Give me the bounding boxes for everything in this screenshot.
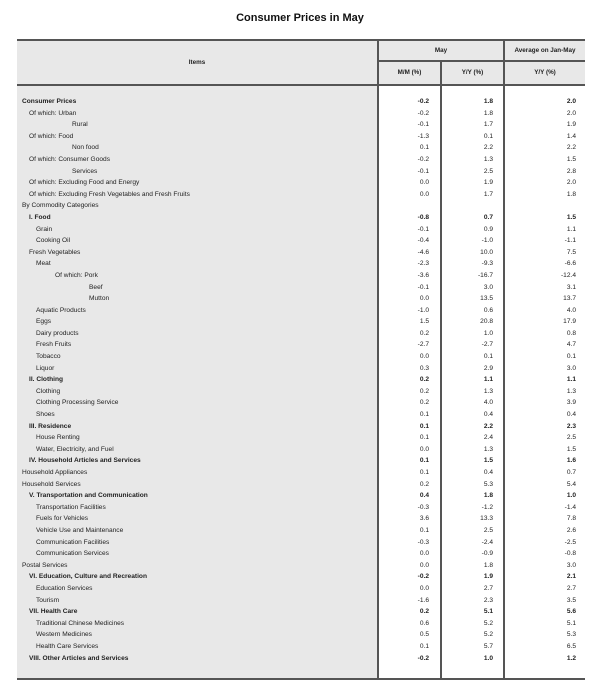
avg-yy-value: 5.1 [566,619,576,627]
column-group-header-average: Average on Jan-May [504,40,585,61]
table-row [17,235,585,247]
avg-yy-value: 5.3 [566,631,576,639]
table-row [17,467,585,479]
avg-yy-value [504,200,585,212]
avg-yy-value: 0.8 [566,329,576,337]
avg-yy-value: 2.0 [566,109,576,117]
yy-value: 5.2 [441,629,504,641]
mm-value: 0.2 [378,479,441,491]
yy-value [441,200,504,212]
avg-yy-value: 2.1 [566,573,576,581]
yy-value: 4.0 [441,397,504,409]
row-label: Education Services [17,583,378,595]
avg-yy-value: 17.9 [563,318,576,326]
avg-yy-value: 5.4 [566,480,576,488]
yy-value: 1.0 [441,653,504,665]
row-label: Beef [17,282,378,294]
yy-value: -2.7 [441,339,504,351]
table-row [17,513,585,525]
avg-yy-value: 1.6 [566,457,576,465]
table-row [17,96,585,108]
table-row [17,490,585,502]
mm-value: -2.7 [378,339,441,351]
yy-value: 0.4 [441,467,504,479]
table-row [17,455,585,467]
avg-yy-value: 1.5 [566,213,576,221]
avg-yy-value: 1.1 [566,225,576,233]
row-label: Vehicle Use and Maintenance [17,525,378,537]
table-row [17,653,585,665]
yy-value: 2.3 [441,595,504,607]
avg-yy-value: 1.8 [566,190,576,198]
yy-value: 2.2 [441,142,504,154]
table-row [17,247,585,259]
row-label: Of which: Excluding Fresh Vegetables and Fresh Fruits [17,189,378,201]
yy-value: 1.3 [441,154,504,166]
avg-yy-value: 2.2 [566,144,576,152]
yy-value: -0.9 [441,548,504,560]
mm-value: -0.2 [378,154,441,166]
avg-yy-value: 2.6 [566,526,576,534]
avg-yy-value: 3.0 [566,364,576,372]
mm-value: 0.1 [378,641,441,653]
mm-value: 3.6 [378,513,441,525]
mm-value: 0.0 [378,560,441,572]
column-group-header-may: May [378,40,504,61]
yy-value: 0.9 [441,224,504,236]
mm-value: -0.3 [378,502,441,514]
mm-value: -0.2 [378,571,441,583]
mm-value: 0.1 [378,421,441,433]
row-label: Postal Services [17,560,378,572]
mm-value: 0.0 [378,351,441,363]
table-row [17,212,585,224]
mm-value: 0.6 [378,618,441,630]
table-row [17,108,585,120]
yy-value: 2.2 [441,421,504,433]
avg-yy-value: 7.8 [566,515,576,523]
mm-value: 0.0 [378,177,441,189]
mm-value: 0.0 [378,189,441,201]
spacer-row [17,664,585,679]
row-label: Meat [17,258,378,270]
table-row [17,339,585,351]
avg-yy-value: 6.5 [566,642,576,650]
yy-value: -1.0 [441,235,504,247]
mm-value: -1.3 [378,131,441,143]
row-label: Communication Facilities [17,537,378,549]
row-label: Traditional Chinese Medicines [17,618,378,630]
yy-value: 1.1 [441,374,504,386]
column-header-mm: M/M (%) [378,61,441,85]
mm-value: 0.2 [378,328,441,340]
table-row [17,502,585,514]
avg-yy-value: 0.4 [566,411,576,419]
yy-value: 2.4 [441,432,504,444]
row-label: Rural [17,119,378,131]
avg-yy-value: 1.5 [566,155,576,163]
mm-value: -1.6 [378,595,441,607]
row-label: Of which: Urban [17,108,378,120]
mm-value: 0.0 [378,583,441,595]
table-row [17,479,585,491]
table-row [17,444,585,456]
yy-value: 1.5 [441,455,504,467]
avg-yy-value: 4.7 [566,341,576,349]
table-row [17,177,585,189]
row-label: Water, Electricity, and Fuel [17,444,378,456]
row-label: Western Medicines [17,629,378,641]
row-label: Fresh Vegetables [17,247,378,259]
row-label: I. Food [17,212,378,224]
row-label: Shoes [17,409,378,421]
yy-value: 1.3 [441,386,504,398]
avg-yy-value: 4.0 [566,306,576,314]
yy-value: 1.9 [441,177,504,189]
table-row [17,397,585,409]
avg-yy-value: 0.1 [566,353,576,361]
mm-value: 0.2 [378,397,441,409]
mm-value: -0.1 [378,282,441,294]
avg-yy-value: -1.1 [564,237,576,245]
mm-value: -0.4 [378,235,441,247]
mm-value: -0.2 [378,108,441,120]
table-row [17,328,585,340]
table-row [17,200,585,212]
column-header-items: Items [17,40,378,85]
table-row [17,432,585,444]
column-header-yy: Y/Y (%) [441,61,504,85]
avg-yy-value: 13.7 [563,295,576,303]
yy-value: 1.8 [441,560,504,572]
row-label: Non food [17,142,378,154]
mm-value: -0.8 [378,212,441,224]
table-row [17,548,585,560]
row-label: House Renting [17,432,378,444]
yy-value: 1.7 [441,189,504,201]
mm-value: 0.4 [378,490,441,502]
avg-yy-value: 1.2 [566,654,576,662]
table-row [17,131,585,143]
table-row [17,224,585,236]
table-row [17,258,585,270]
avg-yy-value: 5.6 [566,608,576,616]
row-label: VI. Education, Culture and Recreation [17,571,378,583]
mm-value: 0.3 [378,363,441,375]
table-row [17,386,585,398]
row-label: Of which: Pork [17,270,378,282]
row-label: Tourism [17,595,378,607]
avg-yy-value: 1.1 [566,376,576,384]
row-label: VII. Health Care [17,606,378,618]
row-label: Consumer Prices [17,96,378,108]
avg-yy-value: -12.4 [560,271,576,279]
row-label: VIII. Other Articles and Services [17,653,378,665]
row-label: Services [17,166,378,178]
row-label: Tobacco [17,351,378,363]
mm-value: -0.2 [378,96,441,108]
yy-value: 10.0 [441,247,504,259]
avg-yy-value: 1.0 [566,492,576,500]
row-label: Eggs [17,316,378,328]
table-row [17,189,585,201]
avg-yy-value: 1.5 [566,445,576,453]
table-row [17,571,585,583]
row-label: Grain [17,224,378,236]
mm-value: 0.0 [378,548,441,560]
row-label: Health Care Services [17,641,378,653]
table-row [17,583,585,595]
table-row [17,119,585,131]
table-row [17,641,585,653]
yy-value: -9.3 [441,258,504,270]
yy-value: 2.9 [441,363,504,375]
yy-value: 1.8 [441,96,504,108]
yy-value: 5.2 [441,618,504,630]
mm-value: -0.1 [378,119,441,131]
row-label: Mutton [17,293,378,305]
mm-value: 0.1 [378,525,441,537]
avg-yy-value: -0.8 [564,550,576,558]
yy-value: 1.7 [441,119,504,131]
row-label: IV. Household Articles and Services [17,455,378,467]
mm-value: 0.2 [378,386,441,398]
yy-value: 1.0 [441,328,504,340]
mm-value: 0.1 [378,142,441,154]
consumer-prices-table [17,39,585,680]
table-row [17,409,585,421]
yy-value: 0.4 [441,409,504,421]
table-row [17,374,585,386]
row-label: Clothing Processing Service [17,397,378,409]
yy-value: 0.1 [441,351,504,363]
row-label: Of which: Consumer Goods [17,154,378,166]
row-label: Household Services [17,479,378,491]
row-label: Fuels for Vehicles [17,513,378,525]
mm-value: 0.2 [378,606,441,618]
yy-value: 5.7 [441,641,504,653]
table-row [17,270,585,282]
table-row [17,142,585,154]
mm-value: -0.1 [378,166,441,178]
row-label: II. Clothing [17,374,378,386]
avg-yy-value: 2.8 [566,167,576,175]
avg-yy-value: 7.5 [566,248,576,256]
yy-value: 2.5 [441,525,504,537]
avg-yy-value: 3.9 [566,399,576,407]
mm-value: 1.5 [378,316,441,328]
table-row [17,525,585,537]
avg-yy-value: 0.7 [566,469,576,476]
mm-value: 0.1 [378,455,441,467]
avg-yy-value: 1.4 [566,132,576,140]
row-label: Of which: Food [17,131,378,143]
yy-value: 13.5 [441,293,504,305]
avg-yy-value: 2.3 [566,422,576,430]
avg-yy-value: -1.4 [564,503,576,511]
yy-value: 2.7 [441,583,504,595]
table-row [17,606,585,618]
spacer-row [17,85,585,96]
avg-yy-value: 3.1 [566,283,576,291]
yy-value: 1.8 [441,108,504,120]
mm-value: -3.6 [378,270,441,282]
yy-value: 0.1 [441,131,504,143]
row-label: Clothing [17,386,378,398]
yy-value: 1.9 [441,571,504,583]
mm-value: 0.0 [378,293,441,305]
mm-value: -4.6 [378,247,441,259]
table-row [17,305,585,317]
mm-value: -1.0 [378,305,441,317]
row-label: Dairy products [17,328,378,340]
mm-value: 0.1 [378,432,441,444]
mm-value: -0.3 [378,537,441,549]
mm-value: 0.1 [378,409,441,421]
row-label: III. Residence [17,421,378,433]
mm-value: 0.1 [378,467,441,479]
yy-value: 5.3 [441,479,504,491]
yy-value: 2.5 [441,166,504,178]
avg-yy-value: -2.5 [564,538,576,546]
avg-yy-value: 2.0 [566,98,576,105]
mm-value: 0.5 [378,629,441,641]
table-row [17,154,585,166]
column-header-avg-yy: Y/Y (%) [504,61,585,85]
yy-value: 3.0 [441,282,504,294]
avg-yy-value: 2.0 [566,179,576,187]
row-label: Household Appliances [17,467,378,479]
mm-value: -0.1 [378,224,441,236]
row-label: Of which: Excluding Food and Energy [17,177,378,189]
avg-yy-value: 3.5 [566,596,576,604]
mm-value [378,200,441,212]
page-title: Consumer Prices in May [236,12,364,24]
row-label: Communication Services [17,548,378,560]
mm-value: 0.2 [378,374,441,386]
avg-yy-value: 3.0 [566,561,576,569]
table-row [17,351,585,363]
table-row [17,618,585,630]
table-row [17,560,585,572]
yy-value: 0.6 [441,305,504,317]
table-row [17,293,585,305]
row-label: Liquor [17,363,378,375]
table-row [17,421,585,433]
yy-value: -1.2 [441,502,504,514]
mm-value: -0.2 [378,653,441,665]
avg-yy-value: 2.7 [566,584,576,592]
table-row [17,316,585,328]
yy-value: 1.3 [441,444,504,456]
table-row [17,363,585,375]
table-row [17,166,585,178]
table-row [17,282,585,294]
table-row [17,629,585,641]
mm-value: -2.3 [378,258,441,270]
avg-yy-value: -6.6 [564,260,576,268]
row-label: By Commodity Categories [17,200,378,212]
yy-value: 5.1 [441,606,504,618]
yy-value: 13.3 [441,513,504,525]
avg-yy-value: 1.3 [566,387,576,395]
row-label: Cooking Oil [17,235,378,247]
yy-value: -16.7 [441,270,504,282]
row-label: Aquatic Products [17,305,378,317]
yy-value: 0.7 [441,212,504,224]
row-label: Transportation Facilities [17,502,378,514]
row-label: V. Transportation and Communication [17,490,378,502]
row-label: Fresh Fruits [17,339,378,351]
avg-yy-value: 2.5 [566,434,576,442]
avg-yy-value: 1.9 [566,121,576,129]
mm-value: 0.0 [378,444,441,456]
table-row [17,537,585,549]
yy-value: 1.8 [441,490,504,502]
yy-value: -2.4 [441,537,504,549]
yy-value: 20.8 [441,316,504,328]
table-row [17,595,585,607]
